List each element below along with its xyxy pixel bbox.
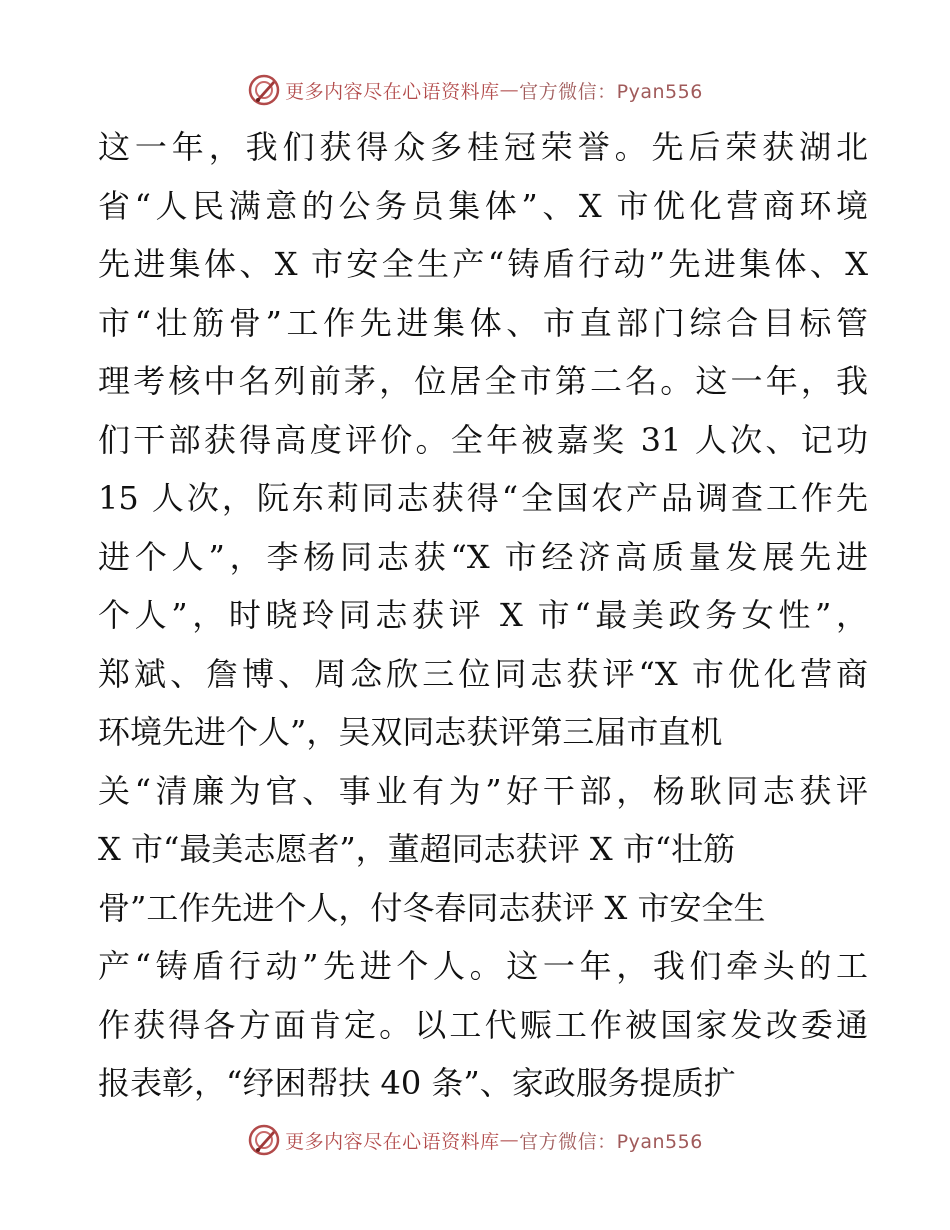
body-line: 市“壮筋骨”工作先进集体、市直部门综合目标管 <box>98 303 868 342</box>
body-line: 先进集体、X 市安全生产“铸盾行动”先进集体、X <box>98 245 868 283</box>
header-banner-separator: — <box>499 79 520 101</box>
body-line: 理考核中名列前茅，位居全市第二名。这一年，我 <box>98 362 868 400</box>
body-line: 进个人”，李杨同志获“X 市经济高质量发展先进 <box>98 537 868 576</box>
body-line: 们干部获得高度评价。全年被嘉奖 31 人次、记功 <box>98 420 868 459</box>
document-body <box>98 118 868 1113</box>
footer-banner-separator: — <box>499 1129 520 1151</box>
body-line: 省“人民满意的公务员集体”、X 市优化营商环境 <box>98 186 868 225</box>
body-line: 15 人次，阮东莉同志获得“全国农产品调查工作先 <box>98 479 868 517</box>
body-line: 这一年，我们获得众多桂冠荣誉。先后荣获湖北 <box>98 128 868 166</box>
body-line: 关“清廉为官、事业有为”好干部，杨耿同志获评 <box>98 771 868 810</box>
footer-banner-contact: 官方微信：Pyan556 <box>519 1130 703 1153</box>
body-line: 个人”，时晓玲同志获评 X 市“最美政务女性”， <box>98 596 868 634</box>
body-line: X 市“最美志愿者”，董超同志获评 X 市“壮筋 <box>98 830 736 868</box>
body-line: 报表彰，“纾困帮扶 40 条”、家政服务提质扩 <box>98 1064 736 1102</box>
body-line: 郑斌、詹博、周念欣三位同志获评“X 市优化营商 <box>98 654 868 693</box>
body-line: 骨”工作先进个人，付冬春同志获评 X 市安全生 <box>98 888 766 927</box>
body-line: 产“铸盾行动”先进个人。这一年，我们牵头的工 <box>98 947 868 985</box>
logo-icon <box>247 1123 281 1157</box>
header-banner-text: 更多内容尽在心语资料库 <box>285 80 500 103</box>
header-watermark-banner <box>0 70 950 110</box>
header-banner-contact: 官方微信：Pyan556 <box>519 80 703 103</box>
body-line: 作获得各方面肯定。以工代赈工作被国家发改委通 <box>98 1005 868 1044</box>
logo-icon <box>247 73 281 107</box>
footer-banner-text: 更多内容尽在心语资料库 <box>285 1130 500 1153</box>
body-line: 环境先进个人”，吴双同志获评第三届市直机 <box>98 713 723 751</box>
footer-watermark-banner <box>0 1120 950 1160</box>
